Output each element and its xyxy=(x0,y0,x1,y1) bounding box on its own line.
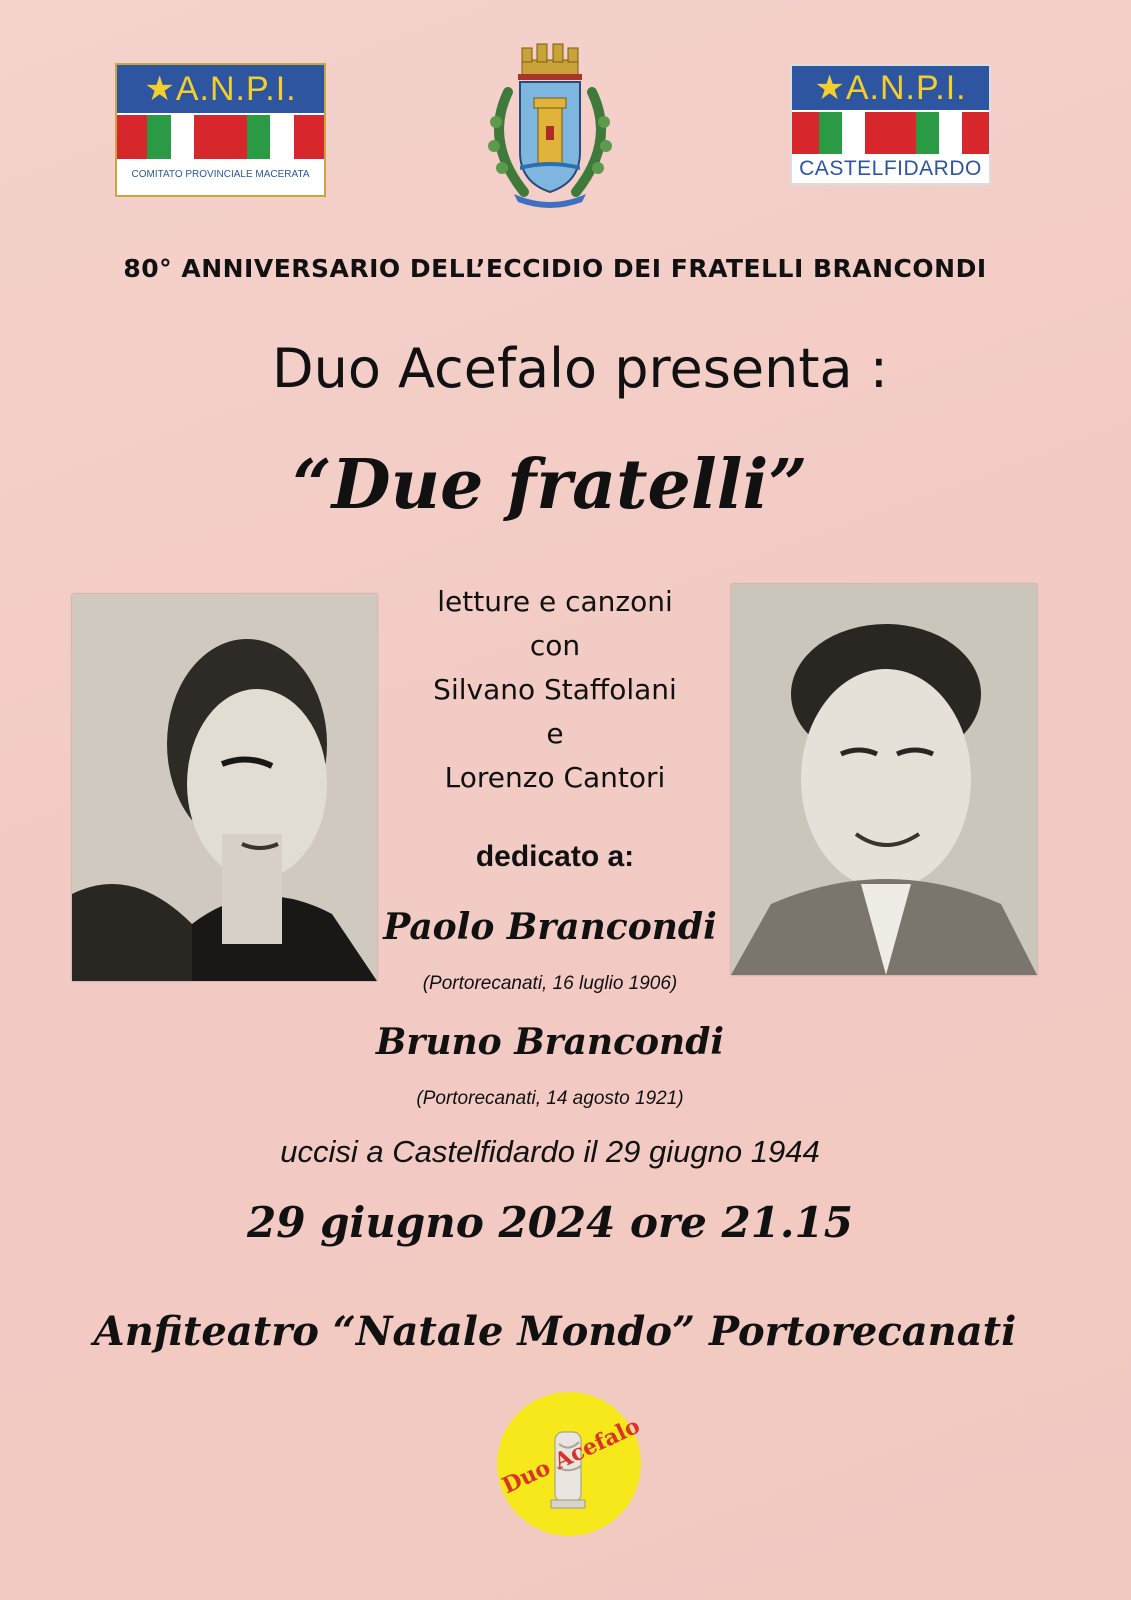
performer-lorenzo: Lorenzo Cantori xyxy=(444,761,666,794)
anpi-castelfidardo-logo xyxy=(790,64,991,185)
person-info-paolo: (Portorecanati, 16 luglio 1906) xyxy=(422,973,678,994)
anpi-macerata-logo xyxy=(115,63,326,197)
dedication-label: dedicato a: xyxy=(475,840,635,873)
person-name-paolo: Paolo Brancondi xyxy=(383,906,717,948)
duo-acefalo-logo xyxy=(497,1392,644,1536)
program-line-2: con xyxy=(529,629,581,662)
program-line-1: letture e canzoni xyxy=(437,585,673,618)
killed-statement: uccisi a Castelfidardo il 29 giugno 1944 xyxy=(280,1134,820,1169)
anpi-right-title: ★A.N.P.I. xyxy=(814,69,967,107)
event-datetime: 29 giugno 2024 ore 21.15 xyxy=(247,1198,853,1247)
anniversary-heading: 80° ANNIVERSARIO DELL’ECCIDIO DEI FRATELLI BRANCONDI xyxy=(123,254,987,283)
duo-acefalo-logo-text: Duo Acefalo xyxy=(498,1412,644,1500)
presenter-heading: Duo Acefalo presenta : xyxy=(272,337,888,400)
coat-of-arms-emblem xyxy=(478,42,622,212)
anpi-left-title: ★A.N.P.I. xyxy=(144,70,297,108)
portrait-photo-paolo xyxy=(72,594,377,981)
person-name-bruno: Bruno Brancondi xyxy=(375,1021,725,1063)
program-line-4: e xyxy=(546,717,564,750)
anpi-right-subtitle: CASTELFIDARDO xyxy=(799,157,982,180)
portrait-photo-bruno xyxy=(731,584,1037,975)
person-info-bruno: (Portorecanati, 14 agosto 1921) xyxy=(416,1088,684,1109)
event-venue: Anfiteatro “Natale Mondo” Portorecanati xyxy=(93,1308,1017,1355)
event-title: “Due fratelli” xyxy=(292,445,808,525)
anpi-left-subtitle: COMITATO PROVINCIALE MACERATA xyxy=(131,169,310,180)
performer-silvano: Silvano Staffolani xyxy=(433,673,677,706)
